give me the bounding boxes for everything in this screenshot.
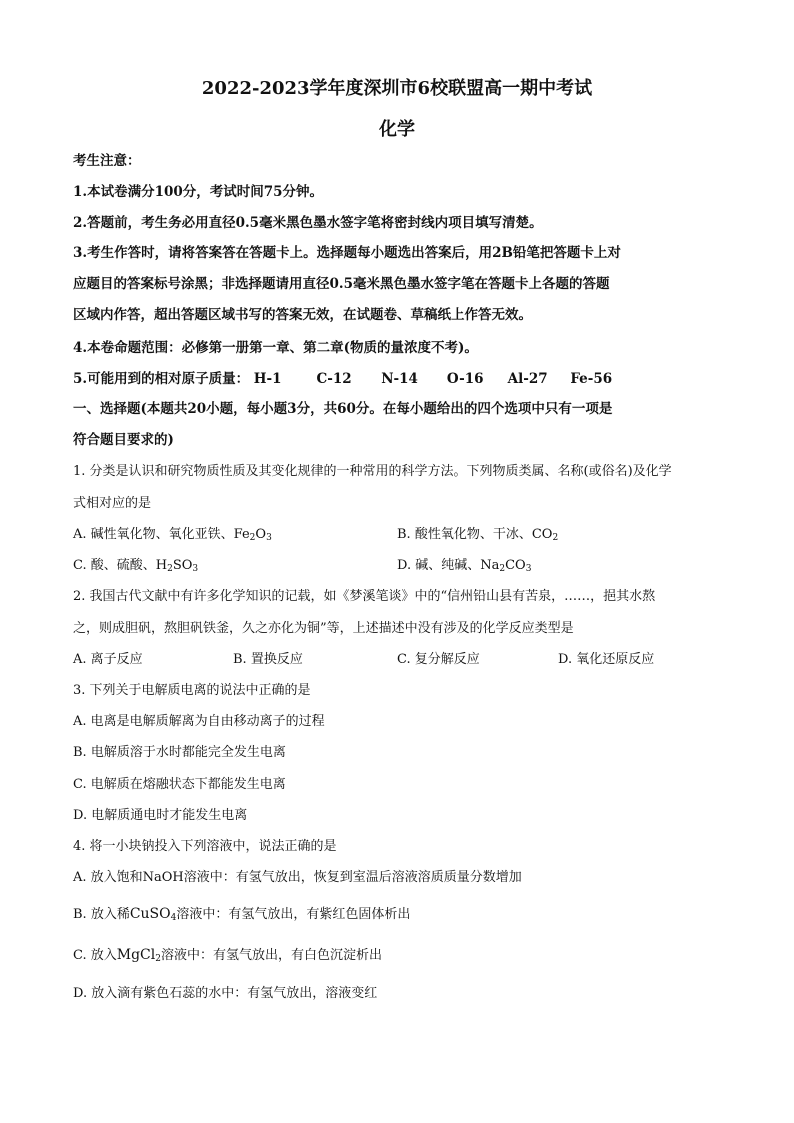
atomic-mass: H-1	[253, 371, 282, 387]
question-stem: 1. 分类是认识和研究物质性质及其变化规律的一种常用的科学方法。下列物质类属、名称(或俗名)及化学	[73, 464, 672, 479]
question-stem-cont: 之，则成胆矾，熬胆矾铁釜，久之亦化为铜”等，上述描述中没有涉及的化学反应类型是	[73, 621, 574, 636]
option-d: D. 放入滴有紫色石蕊的水中：有氢气放出，溶液变红	[73, 986, 378, 1001]
option-d: D. 电解质通电时才能发生电离	[73, 808, 248, 823]
exam-title: 2022-2023学年度深圳市6校联盟高一期中考试	[201, 78, 593, 99]
option-b: B. 放入稀CuSO$_4$溶液中：有氢气放出，有紫红色固体析出	[73, 906, 411, 923]
notice-item: 1.本试卷满分100分，考试时间75分钟。	[73, 184, 324, 200]
option-d: D. 碱、纯碱、$Na_2CO_3$	[397, 558, 532, 574]
atomic-mass: Al-27	[507, 371, 548, 387]
notice-item: 3.考生作答时，请将答案答在答题卡上。选择题每小题选出答案后，用2B铅笔把答题卡上对	[73, 245, 621, 261]
option-c: C. 电解质在熔融状态下都能发生电离	[73, 777, 286, 792]
option-b: B. 酸性氧化物、干冰、$CO_2$	[397, 527, 559, 543]
question-stem-cont: 式相对应的是	[73, 496, 152, 511]
atomic-mass: Fe-56	[570, 371, 613, 387]
atomic-mass: C-12	[316, 371, 352, 387]
section-heading-cont: 符合题目要求的)	[73, 432, 174, 448]
question-stem: 2. 我国古代文献中有许多化学知识的记载，如《梦溪笔谈》中的“信州铅山县有苦泉，……，挹其水熬	[73, 589, 656, 604]
option-c: C. 酸、硫酸、$H_2SO_3$	[73, 558, 199, 574]
question-stem: 4. 将一小块钠投入下列溶液中，说法正确的是	[73, 839, 337, 854]
option-a: A. 碱性氧化物、氧化亚铁、$Fe_2O_3$	[73, 527, 272, 543]
notice-item: 区域内作答，超出答题区域书写的答案无效，在试题卷、草稿纸上作答无效。	[73, 307, 532, 323]
notice-item: 应题目的答案标号涂黑；非选择题请用直径0.5毫米黑色墨水签字笔在答题卡上各题的答题	[73, 276, 610, 292]
option-c: C. 复分解反应	[397, 652, 480, 667]
question-stem: 3. 下列关于电解质电离的说法中正确的是	[73, 683, 311, 698]
option-c: C. 放入MgCl$_2$溶液中：有氢气放出，有白色沉淀析出	[73, 947, 382, 964]
atomic-mass: N-14	[381, 371, 418, 387]
option-b: B. 置换反应	[233, 652, 303, 667]
option-a: A. 放入饱和NaOH溶液中：有氢气放出，恢复到室温后溶液溶质质量分数增加	[73, 870, 522, 885]
atomic-masses	[73, 370, 612, 388]
subject-title: 化学	[379, 119, 415, 140]
option-b: B. 电解质溶于水时都能完全发生电离	[73, 745, 286, 760]
atomic-masses-label: 5.可能用到的相对原子质量：	[73, 371, 250, 387]
option-d: D. 氧化还原反应	[558, 652, 655, 667]
notice-heading: 考生注意：	[73, 153, 141, 169]
section-heading: 一、选择题(本题共20小题，每小题3分，共60分。在每小题给出的四个选项中只有一项是	[73, 401, 613, 417]
atomic-mass: O-16	[446, 371, 484, 387]
notice-item: 4.本卷命题范围：必修第一册第一章、第二章(物质的量浓度不考)。	[73, 340, 478, 356]
option-a: A. 电离是电解质解离为自由移动离子的过程	[73, 714, 325, 729]
notice-item: 2.答题前，考生务必用直径0.5毫米黑色墨水签字笔将密封线内项目填写清楚。	[73, 215, 543, 231]
option-a: A. 离子反应	[73, 652, 143, 667]
